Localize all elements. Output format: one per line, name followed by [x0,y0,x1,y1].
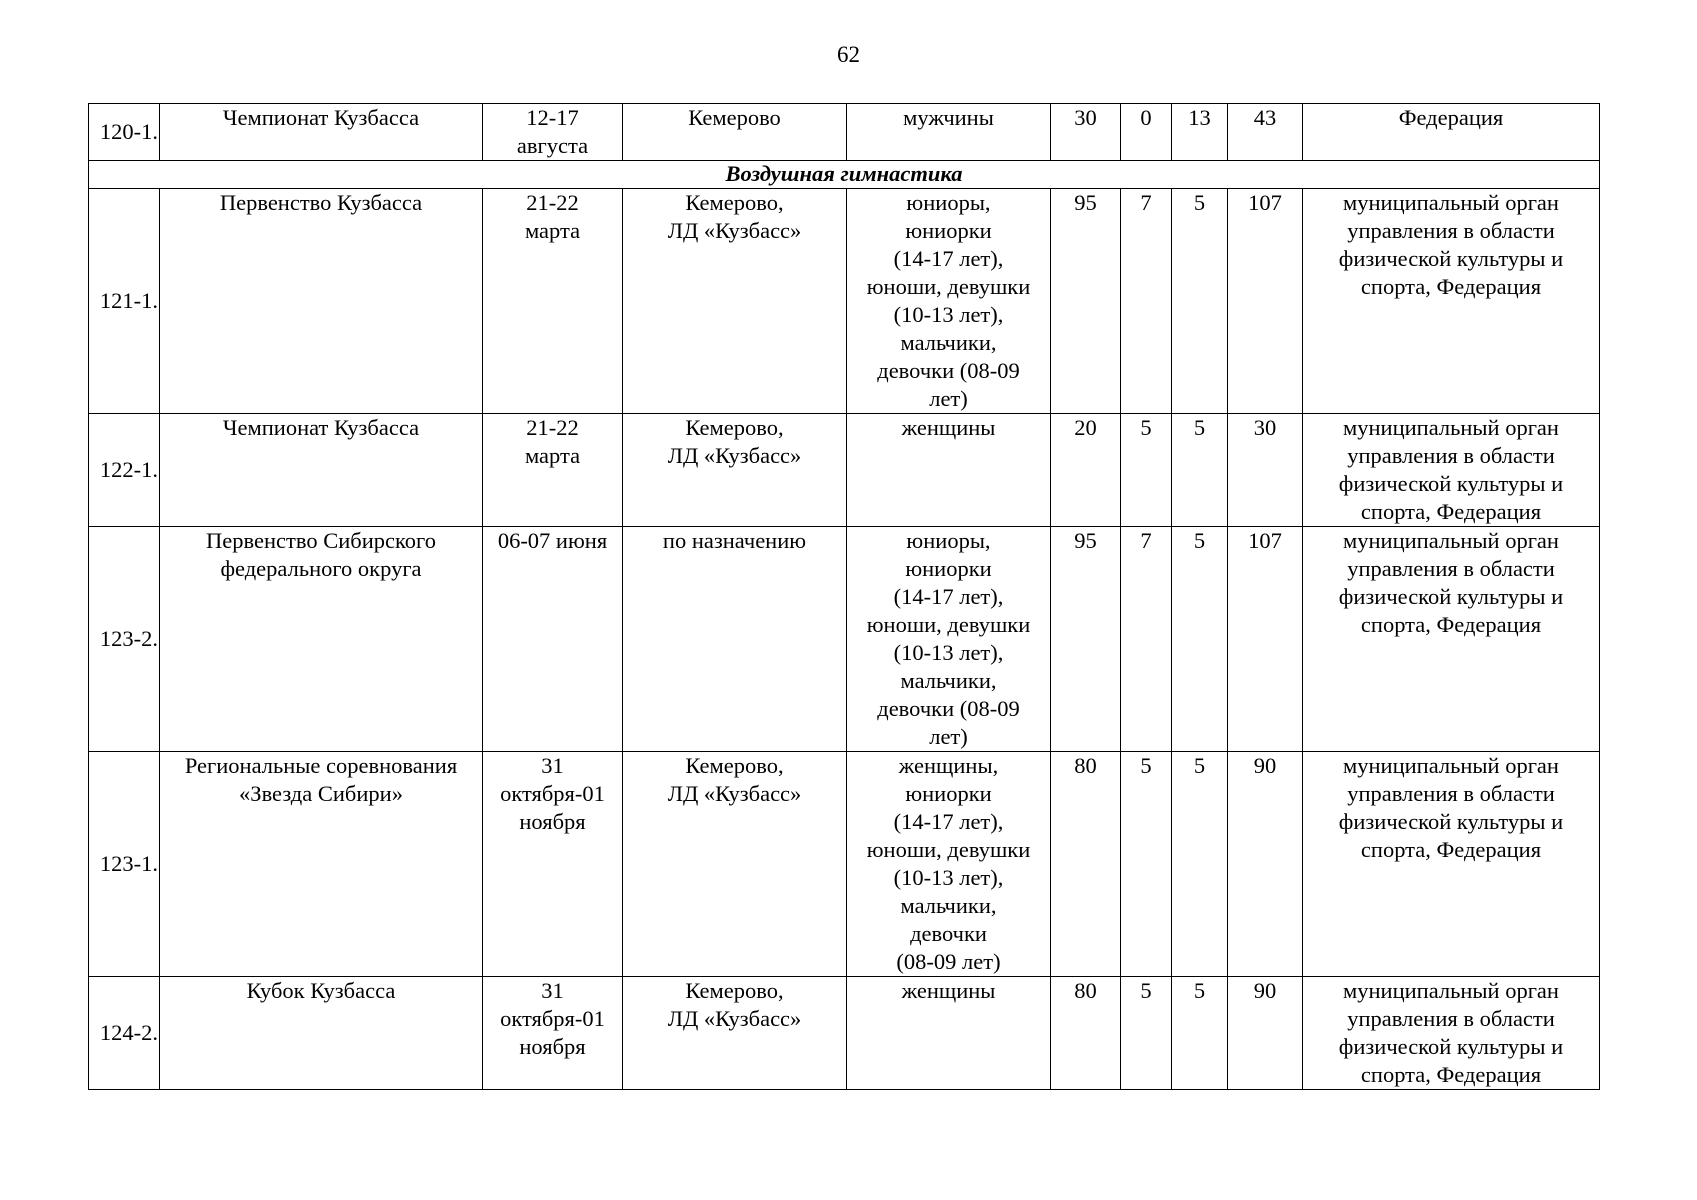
organizer: муниципальный орган управления в области физической культуры и спорта, Федерация [1303,752,1600,977]
count-a: 20 [1051,414,1121,527]
count-total: 30 [1228,414,1303,527]
table-row [89,977,1600,1090]
events-table [88,103,1600,1090]
count-b: 7 [1121,189,1172,414]
count-total: 90 [1228,752,1303,977]
table-row [89,752,1600,977]
row-number: 123-1. [89,752,160,977]
event-name: Чемпионат Кузбасса [160,414,483,527]
event-name: Кубок Кузбасса [160,977,483,1090]
count-b: 7 [1121,527,1172,752]
organizer: Федерация [1303,104,1600,161]
event-place: Кемерово [623,104,847,161]
event-name: Первенство Сибирского федерального округа [160,527,483,752]
section-row [89,161,1600,189]
count-c: 5 [1172,977,1228,1090]
event-place: Кемерово, ЛД «Кузбасс» [623,189,847,414]
participants: женщины [847,977,1051,1090]
participants: женщины [847,414,1051,527]
event-dates: 06-07 июня [483,527,623,752]
table-row [89,104,1600,161]
event-dates: 31 октября-01 ноября [483,752,623,977]
count-a: 30 [1051,104,1121,161]
count-total: 43 [1228,104,1303,161]
participants: мужчины [847,104,1051,161]
count-c: 5 [1172,752,1228,977]
event-name: Чемпионат Кузбасса [160,104,483,161]
participants: юниоры, юниорки (14-17 лет), юноши, девушки (10-13 лет), мальчики, девочки (08-09 лет) [847,527,1051,752]
count-a: 80 [1051,977,1121,1090]
count-b: 5 [1121,414,1172,527]
row-number: 122-1. [89,414,160,527]
section-title: Воздушная гимнастика [89,161,1600,189]
page-number: 62 [837,42,860,67]
count-total: 90 [1228,977,1303,1090]
event-name: Первенство Кузбасса [160,189,483,414]
count-total: 107 [1228,189,1303,414]
event-place: Кемерово, ЛД «Кузбасс» [623,414,847,527]
count-a: 95 [1051,527,1121,752]
count-c: 5 [1172,414,1228,527]
event-place: Кемерово, ЛД «Кузбасс» [623,977,847,1090]
row-number: 120-1. [89,104,160,161]
event-dates: 21-22 марта [483,189,623,414]
count-a: 80 [1051,752,1121,977]
organizer: муниципальный орган управления в области физической культуры и спорта, Федерация [1303,977,1600,1090]
count-c: 5 [1172,527,1228,752]
event-name: Региональные соревнования «Звезда Сибири» [160,752,483,977]
organizer: муниципальный орган управления в области физической культуры и спорта, Федерация [1303,414,1600,527]
organizer: муниципальный орган управления в области физической культуры и спорта, Федерация [1303,189,1600,414]
table-row [89,189,1600,414]
count-b: 0 [1121,104,1172,161]
event-dates: 12-17 августа [483,104,623,161]
event-dates: 21-22 марта [483,414,623,527]
count-c: 5 [1172,189,1228,414]
table-row [89,414,1600,527]
count-c: 13 [1172,104,1228,161]
count-total: 107 [1228,527,1303,752]
count-b: 5 [1121,977,1172,1090]
row-number: 124-2. [89,977,160,1090]
table-row [89,527,1600,752]
row-number: 121-1. [89,189,160,414]
organizer: муниципальный орган управления в области физической культуры и спорта, Федерация [1303,527,1600,752]
participants: юниоры, юниорки (14-17 лет), юноши, девушки (10-13 лет), мальчики, девочки (08-09 лет) [847,189,1051,414]
event-dates: 31 октября-01 ноября [483,977,623,1090]
participants: женщины, юниорки (14-17 лет), юноши, девушки (10-13 лет), мальчики, девочки (08-09 лет) [847,752,1051,977]
count-b: 5 [1121,752,1172,977]
event-place: по назначению [623,527,847,752]
count-a: 95 [1051,189,1121,414]
row-number: 123-2. [89,527,160,752]
event-place: Кемерово, ЛД «Кузбасс» [623,752,847,977]
